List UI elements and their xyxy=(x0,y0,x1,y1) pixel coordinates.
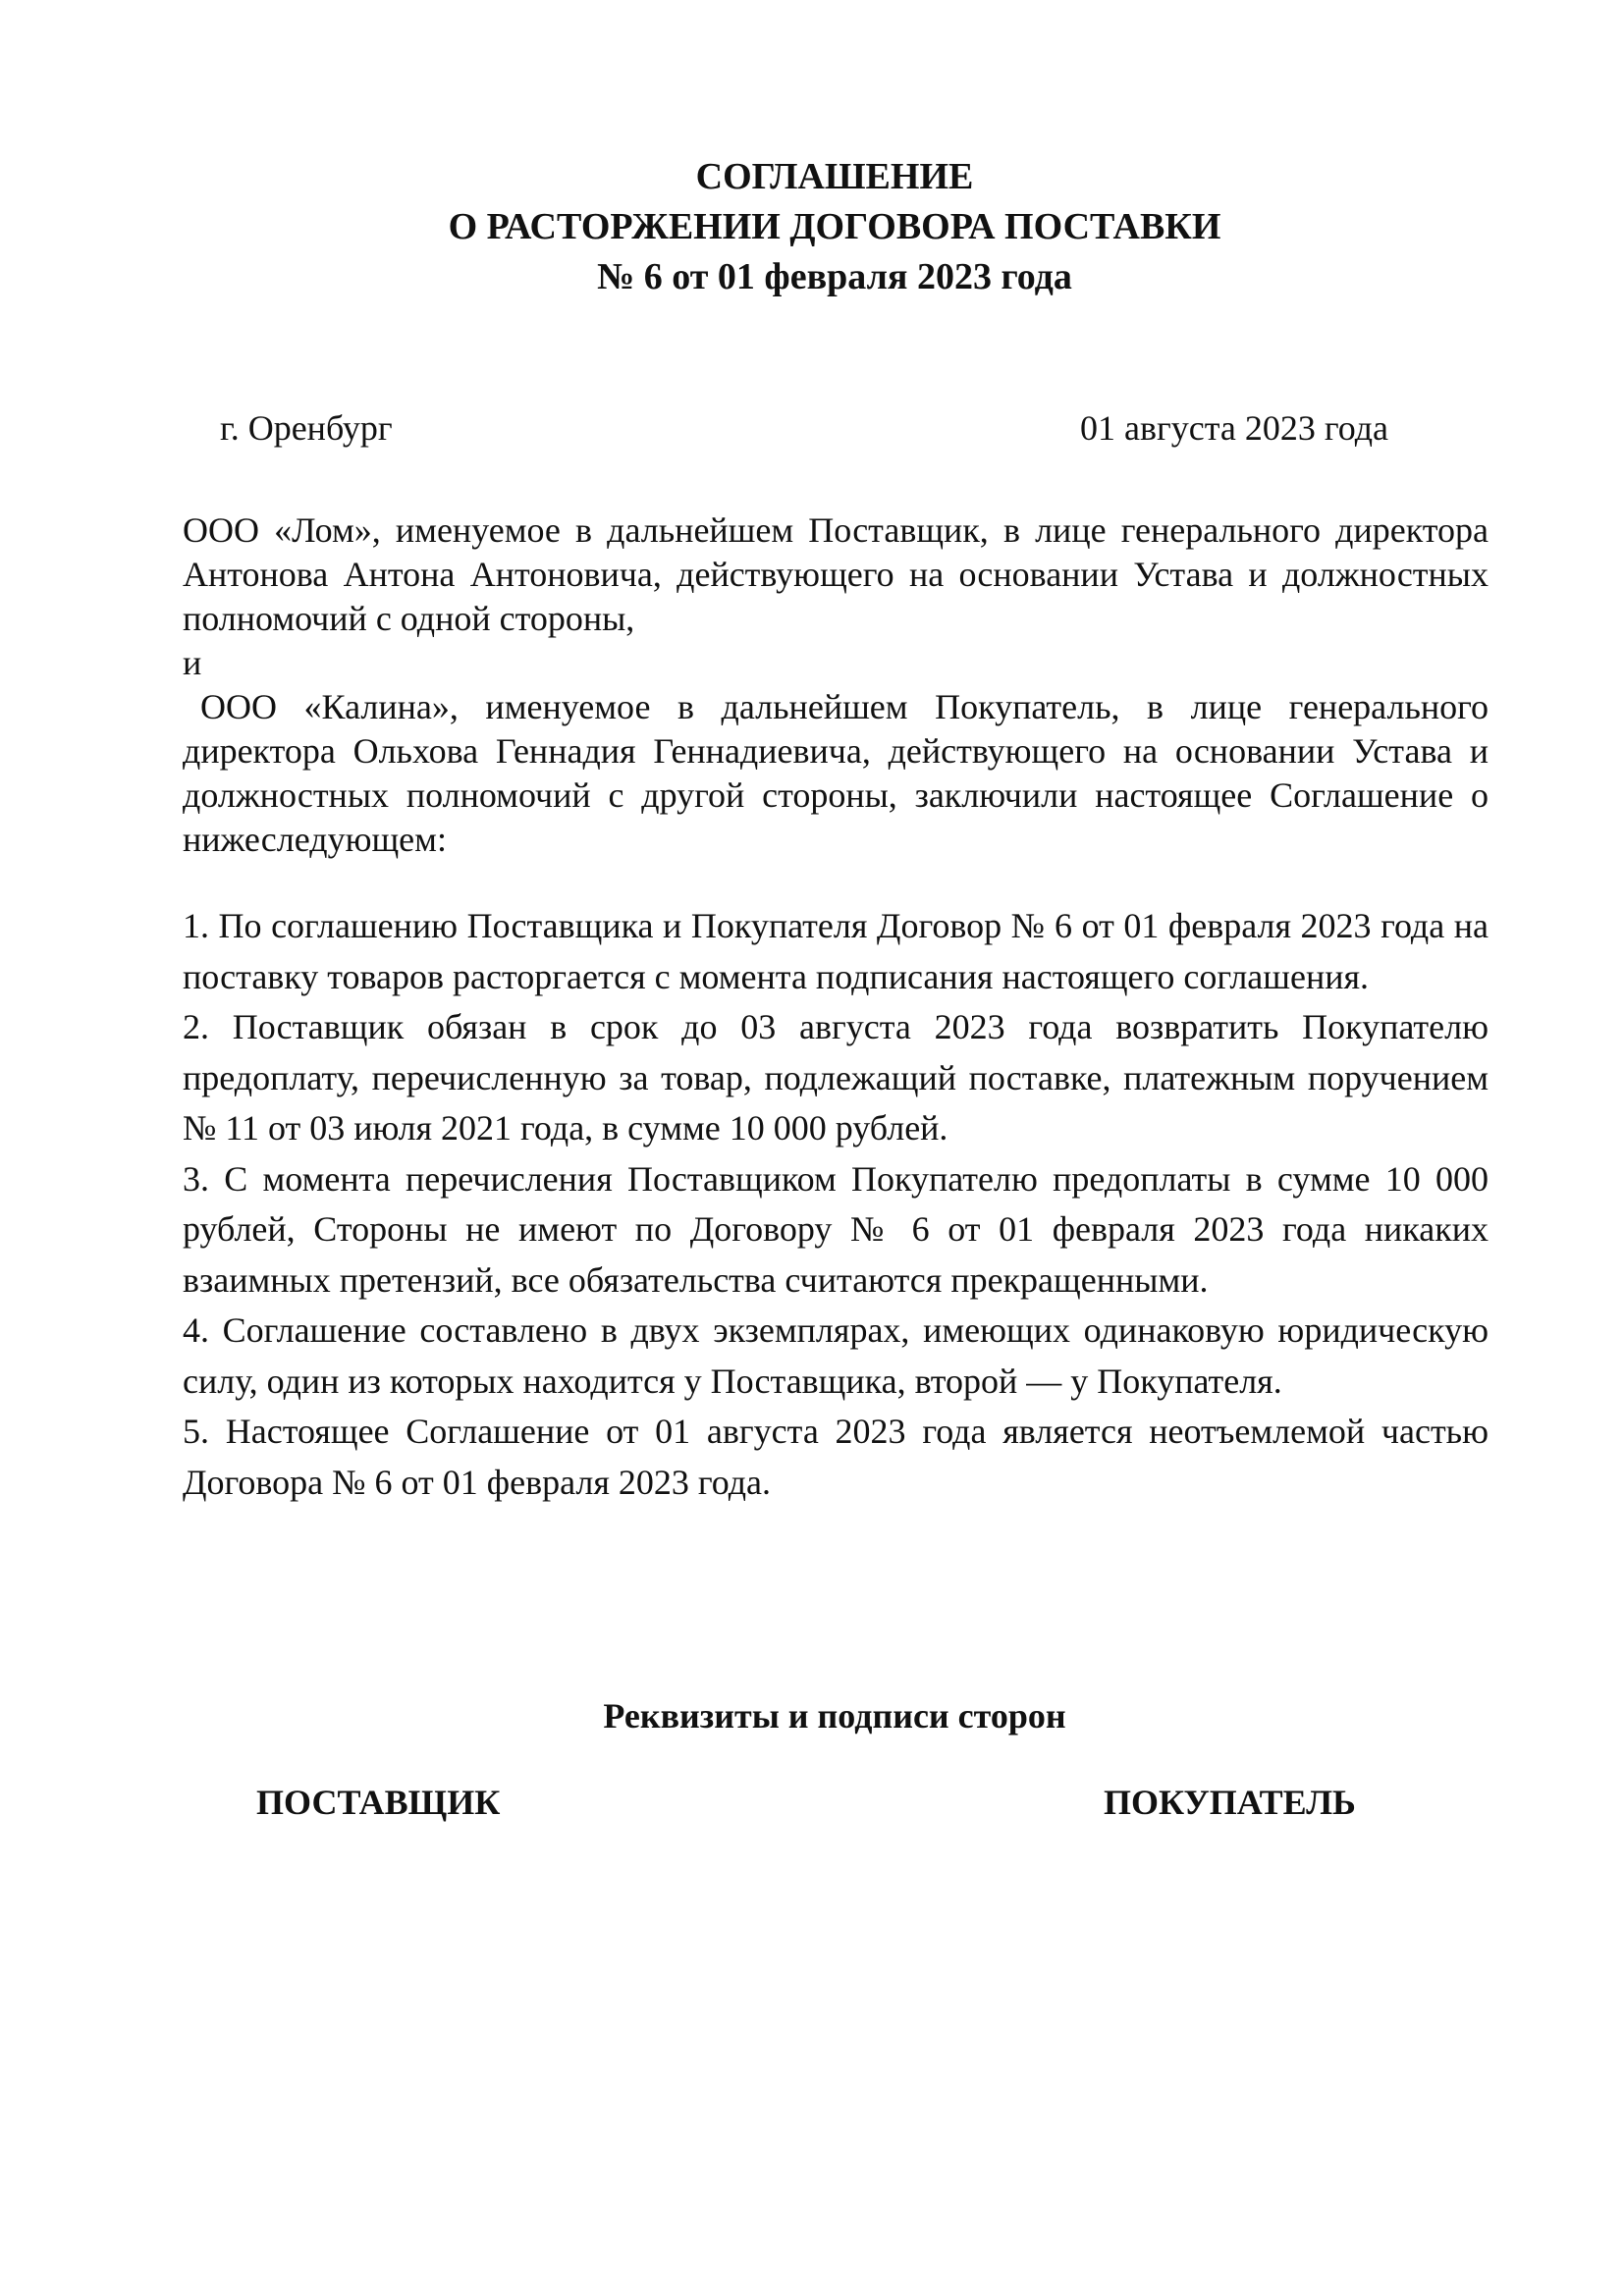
clause-5: 5. Настоящее Соглашение от 01 августа 2023 года является неотъемлемой частью Договора № 6 от 01 февраля 2023 года. xyxy=(183,1412,1489,1502)
title-line-2: О РАСТОРЖЕНИИ ДОГОВОРА ПОСТАВКИ xyxy=(448,206,1221,247)
party-conjunction: и xyxy=(183,643,202,682)
clause-1: 1. По соглашению Поставщика и Покупателя Договор № 6 от 01 февраля 2023 года на поставку товаров расторгается с момента подписания настоящего соглашения. xyxy=(183,906,1489,996)
clause-4: 4. Соглашение составлено в двух экземплярах, имеющих одинаковую юридическую силу, один из которых находится у Поставщика, второй — у Покупателя. xyxy=(183,1310,1489,1401)
city: г. Оренбург xyxy=(220,408,393,448)
clause-2: 2. Поставщик обязан в срок до 03 августа 2023 года возвратить Покупателю предоплату, перечисленную за товар, подлежащий поставке, платежным поручением № 11 от 03 июля 2021 года, в сумме 10 000 рублей. xyxy=(183,1007,1489,1148)
place-date-row xyxy=(0,407,1624,456)
clauses-list xyxy=(183,901,1489,1508)
requisites-heading: Реквизиты и подписи сторон xyxy=(603,1696,1066,1735)
party-buyer-text: ООО «Калина», именуемое в дальнейшем Покупатель, в лице генерального директора Ольхова Геннадия Геннадиевича, действующего на основании Устава и должностных полномочий с другой стороны, заключили настоящее Соглашение о нижеследующем: xyxy=(183,687,1489,859)
title-line-3: № 6 от 01 февраля 2023 года xyxy=(597,256,1072,297)
buyer-heading: ПОКУПАТЕЛЬ xyxy=(1104,1783,1356,1822)
supplier-heading: ПОСТАВЩИК xyxy=(256,1783,501,1822)
clause-3: 3. С момента перечисления Поставщиком Покупателю предоплаты в сумме 10 000 рублей, Стороны не имеют по Договору № 6 от 01 февраля 2023 года никаких взаимных претензий, все обязательства считаются прекращенными. xyxy=(183,1158,1489,1300)
parties-preamble xyxy=(183,508,1489,862)
party-supplier-text: ООО «Лом», именуемое в дальнейшем Поставщик, в лице генерального директора Антонова Антона Антоновича, действующего на основании Устава и должностных полномочий с одной стороны, xyxy=(183,510,1489,638)
document-title xyxy=(0,152,1624,302)
agreement-date: 01 августа 2023 года xyxy=(1080,408,1388,448)
title-line-1: СОГЛАШЕНИЕ xyxy=(695,156,974,197)
